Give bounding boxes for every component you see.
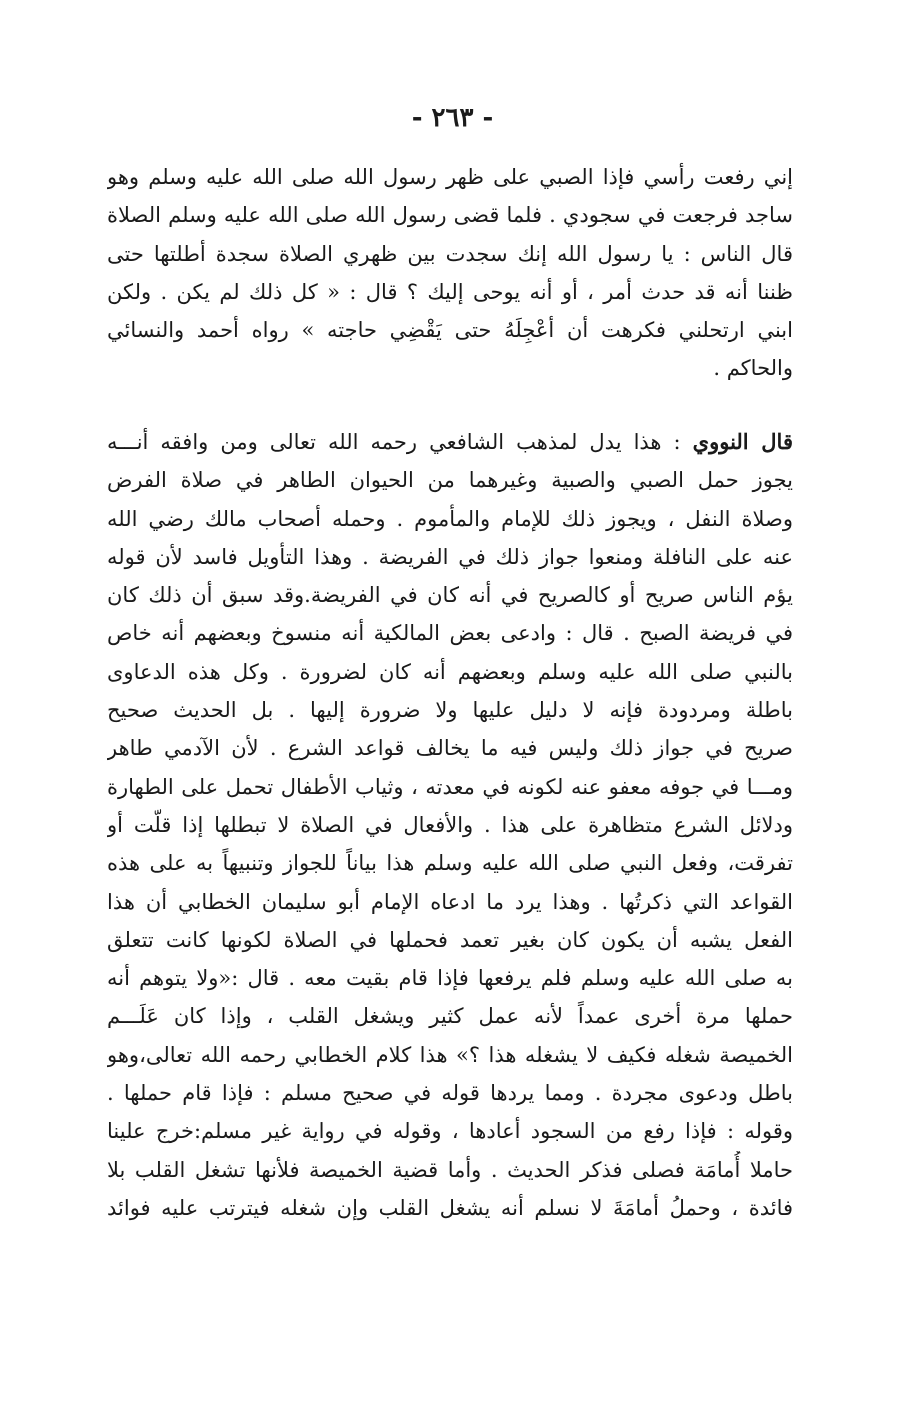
text-line: عنه على النافلة ومنعوا جواز ذلك في الفريضة . وهذا التأويل فاسد لأن قوله — [107, 544, 793, 569]
text-line: القواعد التي ذكرتُها . وهذا يرد ما ادعاه الإمام أبو سليمان الخطابي أن هذا — [107, 889, 793, 914]
text-line: ودلائل الشرع متظاهرة على هذا . والأفعال في الصلاة لا تبطلها إذا قلّت أو — [107, 812, 793, 837]
text-line: ابني ارتحلني فكرهت أن أعْجِلَهُ حتى يَقْضِي حاجته » رواه أحمد والنسائي — [107, 318, 793, 343]
text-line: والحاكم . — [713, 356, 793, 381]
text-line: تفرقت، وفعل النبي صلى الله عليه وسلم هذا بياناً للجواز وتنبيهاً به على هذه — [107, 851, 793, 876]
text-line: الفعل يشبه أن يكون كان بغير تعمد فحملها في الصلاة لكونها كانت تتعلق — [107, 927, 793, 952]
paragraph-nawawi — [107, 423, 793, 1227]
text-line: الخميصة شغله فكيف لا يشغله هذا ؟» هذا كلام الخطابي رحمه الله تعالى،وهو — [107, 1042, 793, 1067]
text-line: بالنبي صلى الله عليه وسلم وبعضهم أنه كان لضرورة . وكل هذه الدعاوى — [107, 659, 793, 684]
paragraph-lead-rest: : هذا يدل لمذهب الشافعي رحمه الله تعالى ومن وافقه أنـــه — [107, 430, 693, 454]
text-line: قال الناس : يا رسول الله إنك سجدت بين ظهري الصلاة سجدة أطلتها حتى — [107, 241, 793, 266]
text-line: حاملا أُمامَة فصلى فذكر الحديث . وأما قضية الخميصة فلأنها تشغل القلب بلا — [107, 1157, 793, 1182]
text-line: ومـــا في جوفه معفو عنه لكونه في معدته ، وثياب الأطفال تحمل على الطهارة — [107, 774, 793, 799]
paragraph-hadith — [107, 158, 793, 388]
text-line: يؤم الناس صريح أو كالصريح في أنه كان في الفريضة.وقد سبق أن ذلك كان — [107, 583, 793, 608]
text-line: ساجد فرجعت في سجودي . فلما قضى رسول الله صلى الله عليه وسلم الصلاة — [107, 203, 793, 228]
text-line: حملها مرة أخرى عمداً لأنه عمل كثير ويشغل القلب ، وإذا كان عَلَـــم — [107, 1004, 793, 1029]
page-number: - ٢٦٣ - — [411, 103, 494, 133]
text-line: باطل ودعوى مجردة . ومما يردها قوله في صحيح مسلم : فإذا قام حملها . — [107, 1081, 793, 1106]
text-line: في فريضة الصبح . قال : وادعى بعض المالكية أنه منسوخ وبعضهم أنه خاص — [107, 621, 793, 646]
text-line: وقوله : فإذا رفع من السجود أعادها ، وقوله في رواية غير مسلم:خرج علينا — [107, 1119, 793, 1144]
text-line: يجوز حمل الصبي والصبية وغيرهما من الحيوان الطاهر في صلاة الفرض — [107, 468, 793, 493]
text-line: فائدة ، وحملُ أمامَةَ لا نسلم أنه يشغل القلب وإن شغله فيترتب عليه فوائد — [107, 1195, 793, 1220]
text-line: إني رفعت رأسي فإذا الصبي على ظهر رسول الله صلى الله عليه وسلم وهو — [107, 165, 793, 189]
text-line: به صلى الله عليه وسلم فلم يرفعها فإذا قام بقيت معه . قال :«ولا يتوهم أنه — [107, 966, 793, 991]
text-line: صريح في جواز ذلك وليس فيه ما يخالف قواعد الشرع . لأن الآدمي طاهر — [107, 736, 793, 761]
text-line: باطلة ومردودة فإنه لا دليل عليها ولا ضرورة إليها . بل الحديث صحيح — [107, 698, 793, 723]
text-line: وصلاة النفل ، ويجوز ذلك للإمام والمأموم . وحمله أصحاب مالك رضي الله — [107, 506, 793, 531]
paragraph-lead: قال النووي — [692, 429, 793, 454]
text-line — [107, 423, 793, 461]
text-line: ظننا أنه قد حدث أمر ، أو أنه يوحى إليك ؟ قال : « كل ذلك لم يكن . ولكن — [107, 279, 793, 304]
